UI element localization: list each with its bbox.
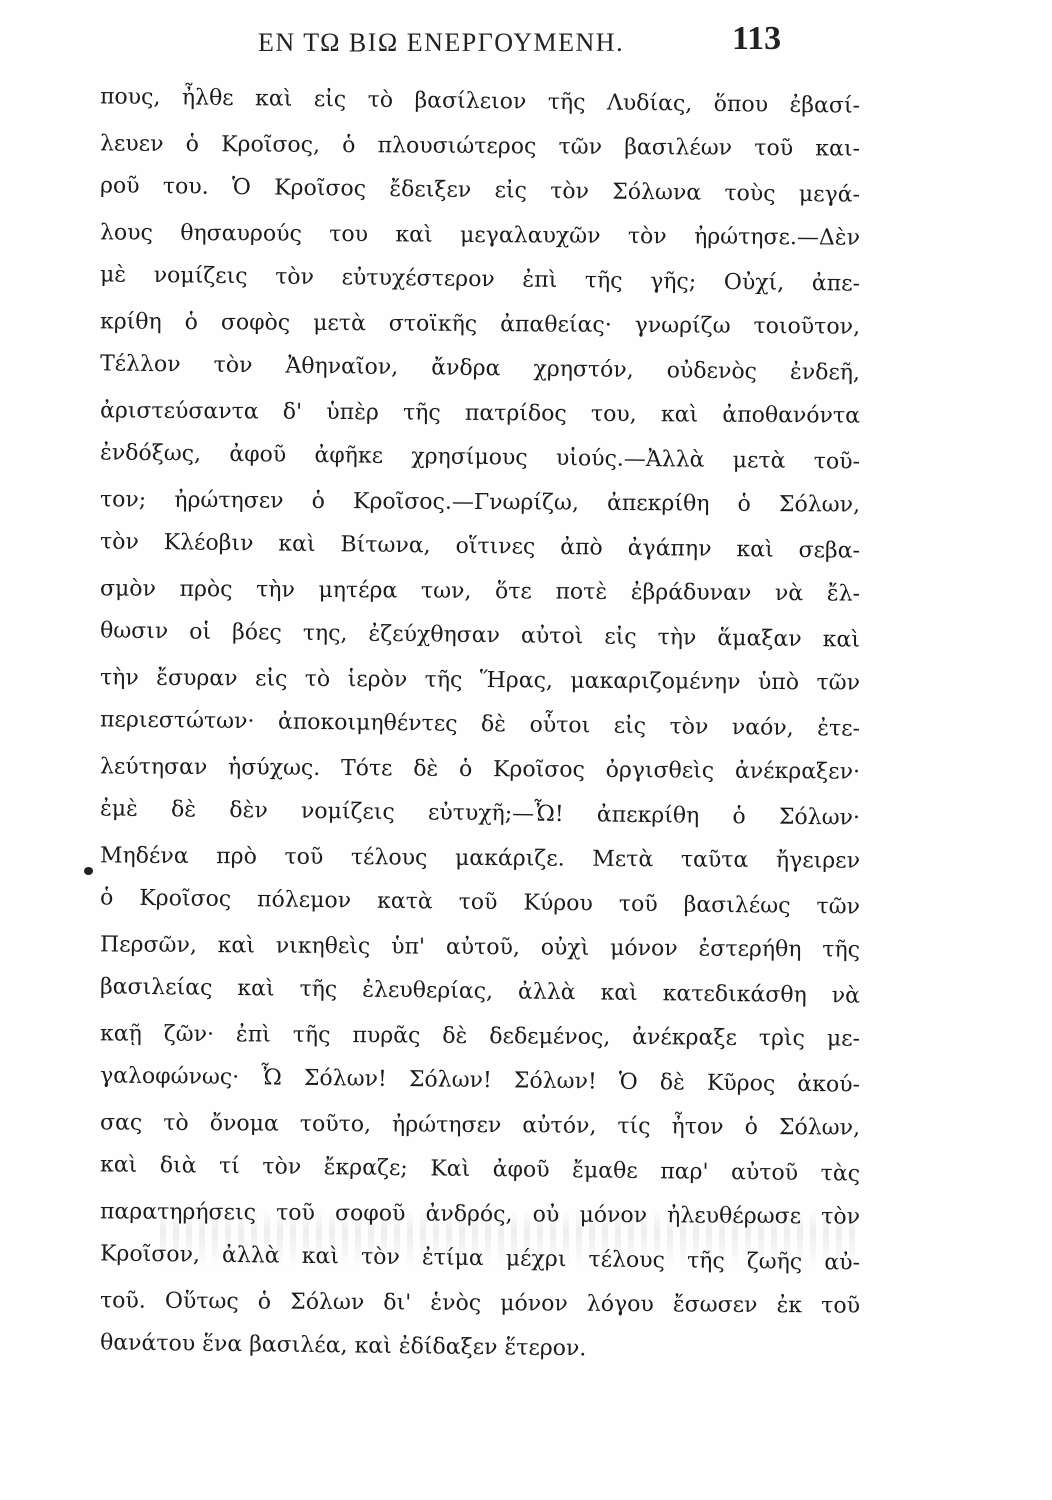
text-line: Τέλλον τὸν Ἀθηναῖον, ἄνδρα χρηστόν, οὐδενὸς ἐνδεῆ,	[99, 351, 861, 386]
show-through	[160, 1208, 860, 1268]
text-line: μὲ νομίζεις τὸν εὐτυχέστερον ἐπὶ τῆς γῆς; Οὐχί, ἀπε-	[99, 262, 861, 297]
text-line: ἐνδόξως, ἀφοῦ ἀφῆκε χρησίμους υἱούς.—Ἀλλὰ μετὰ τοῦ-	[99, 440, 861, 475]
text-line: Περσῶν, καὶ νικηθεὶς ὑπ' αὐτοῦ, οὐχὶ μόνον ἐστερήθη τῆς	[99, 931, 861, 963]
text-line: τον; ἠρώτησεν ὁ Κροῖσος.—Γνωρίζω, ἀπεκρίθη ὁ Σόλων,	[99, 486, 861, 518]
text-line: γαλοφώνως· Ὦ Σόλων! Σόλων! Σόλων! Ὁ δὲ Κῦρος ἀκού-	[99, 1063, 861, 1098]
text-line: ἐμὲ δὲ δὲν νομίζεις εὐτυχῆ;—Ὦ! ἀπεκρίθη ὁ Σόλων·	[99, 796, 861, 831]
running-head: ΕΝ ΤΩ ΒΙΩ ΕΝΕΡΓΟΥΜΕΝΗ.	[258, 28, 625, 57]
text-line: λευεν ὁ Κροῖσος, ὁ πλουσιώτερος τῶν βασιλέων τοῦ και-	[99, 130, 861, 162]
text-line: τὸν Κλέοβιν καὶ Βίτωνα, οἵτινες ἀπὸ ἀγάπην καὶ σεβα-	[99, 529, 861, 564]
text-line: βασιλείας καὶ τῆς ἐλευθερίας, ἀλλὰ καὶ κατεδικάσθη νὰ	[99, 974, 861, 1009]
page-number: 113	[732, 20, 782, 57]
text-line: θωσιν οἱ βόες της, ἐζεύχθησαν αὐτοὶ εἰς τὴν ἅμαξαν καὶ	[99, 618, 861, 653]
text-line: λους θησαυρούς του καὶ μεγαλαυχῶν τὸν ἠρώτησε.—Δὲν	[99, 219, 861, 251]
text-line: τοῦ. Οὕτως ὁ Σόλων δι' ἑνὸς μόνον λόγου ἔσωσεν ἐκ τοῦ	[99, 1287, 861, 1319]
text-line: ἀριστεύσαντα δ' ὑπὲρ τῆς πατρίδος του, καὶ ἀποθανόντα	[99, 397, 861, 429]
text-line: πους, ἦλθε καὶ εἰς τὸ βασίλειον τῆς Λυδίας, ὅπου ἐβασί-	[99, 84, 861, 119]
text-line: θανάτου ἕνα βασιλέα, καὶ ἐδίδαξεν ἕτερον.	[99, 1330, 587, 1362]
text-line: ροῦ του. Ὁ Κροῖσος ἔδειξεν εἰς τὸν Σόλωνα τοὺς μεγά-	[99, 173, 861, 208]
text-line: σμὸν πρὸς τὴν μητέρα των, ὅτε ποτὲ ἐβράδυναν νὰ ἔλ-	[99, 575, 861, 607]
text-line: καὶ διὰ τί τὸν ἔκραζε; Καὶ ἀφοῦ ἔμαθε παρ' αὐτοῦ τὰς	[99, 1152, 861, 1187]
text-line: περιεστώτων· ἀποκοιμηθέντες δὲ οὗτοι εἰς τὸν ναόν, ἐτε-	[99, 707, 861, 742]
text-line: κρίθη ὁ σοφὸς μετὰ στοϊκῆς ἀπαθείας· γνωρίζω τοιοῦτον,	[99, 308, 861, 340]
body-text	[100, 80, 860, 1371]
margin-mark	[84, 867, 93, 875]
text-line: τὴν ἔσυραν εἰς τὸ ἱερὸν τῆς Ἥρας, μακαριζομένην ὑπὸ τῶν	[99, 664, 861, 696]
text-line: σας τὸ ὄνομα τοῦτο, ἠρώτησεν αὐτόν, τίς ἦτον ὁ Σόλων,	[99, 1109, 861, 1141]
text-line: καῇ ζῶν· ἐπὶ τῆς πυρᾶς δὲ δεδεμένος, ἀνέκραξε τρὶς με-	[99, 1020, 861, 1052]
text-line: ὁ Κροῖσος πόλεμον κατὰ τοῦ Κύρου τοῦ βασιλέως τῶν	[99, 885, 861, 920]
text-line: λεύτησαν ἡσύχως. Τότε δὲ ὁ Κροῖσος ὀργισθεὶς ἀνέκραξεν·	[99, 753, 861, 785]
text-line: παρατηρήσεις τοῦ σοφοῦ ἀνδρός, οὐ μόνον ἠλευθέρωσε τὸν	[99, 1198, 861, 1230]
text-line: Μηδένα πρὸ τοῦ τέλους μακάριζε. Μετὰ ταῦτα ἤγειρεν	[99, 842, 861, 874]
text-line: Κροῖσον, ἀλλὰ καὶ τὸν ἐτίμα μέχρι τέλους τῆς ζωῆς αὐ-	[99, 1241, 861, 1276]
